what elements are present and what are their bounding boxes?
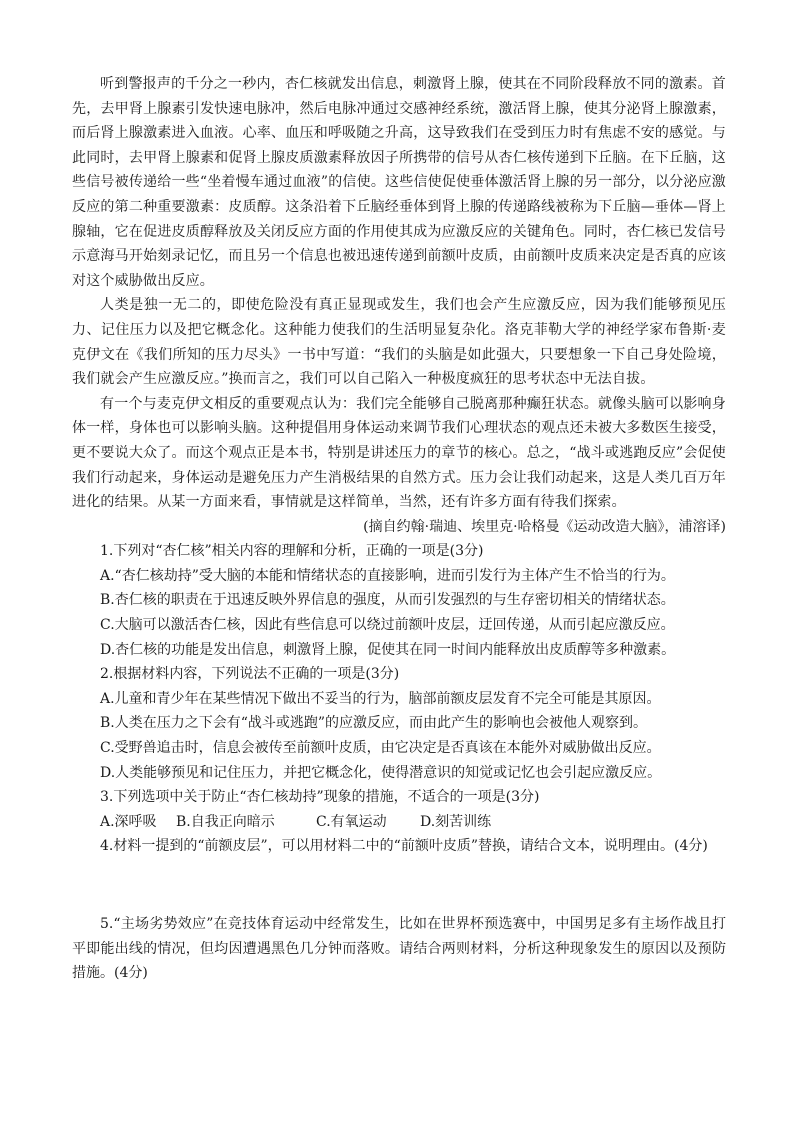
- question-2-option-a: A.儿童和青少年在某些情况下做出不妥当的行为，脑部前额皮层发育不完全可能是其原因。: [100, 690, 661, 707]
- question-3-options: [72, 810, 726, 835]
- question-2-option-d: D.人类能够预见和记住压力，并把它概念化，使得潜意识的知觉或记忆也会引起应激反应。: [100, 764, 662, 781]
- question-2-option-b: B.人类在压力之下会有“战斗或逃跑”的应激反应，而由此产生的影响也会被他人观察到。: [100, 715, 648, 732]
- question-1-option-c: C.大脑可以激活杏仁核，因此有些信息可以绕过前额叶皮层，迂回传递，从而引起应激反应。: [100, 617, 675, 634]
- question-1: [72, 539, 726, 662]
- question-3-option-d: D.刻苦训练: [420, 813, 492, 830]
- question-3-option-b: B.自我正向暗示: [176, 813, 275, 830]
- question-4-stem: 4.材料一提到的“前额皮层”，可以用材料二中的“前额叶皮质”替换，请结合文本，说明理由。(4分): [100, 838, 708, 855]
- document-page: [72, 72, 726, 986]
- question-1-option-b: B.杏仁核的职责在于迅速反映外界信息的强度，从而引发强烈的与生存密切相关的情绪状态。: [100, 592, 675, 609]
- paragraph-3: 有一个与麦克伊文相反的重要观点认为：我们完全能够自己脱离那种癫狂状态。就像头脑可以影响身体一样，身体也可以影响头脑。这种提倡用身体运动来调节我们心理状态的观点还未被大多数医生接受，更不要说大众了。而这个观点正是本书，特别是讲述压力的章节的核心。总之，“战斗或逃跑反应”会促使我们行动起来，身体运动是避免压力产生消极结果的自然方式。压力会让我们动起来，这是人类几百万年进化的结果。从某一方面来看，事情就是这样简单，当然，还有许多方面有待我们探索。: [72, 395, 726, 511]
- question-2-option-c: C.受野兽追击时，信息会被传至前额叶皮质，由它决定是否真该在本能外对威胁做出反应。: [100, 740, 661, 757]
- question-4: [72, 834, 726, 859]
- question-2: [72, 662, 726, 785]
- question-1-stem: 1.下列对“杏仁核”相关内容的理解和分析，正确的一项是(3分): [100, 543, 484, 560]
- paragraph-1: 听到警报声的千分之一秒内，杏仁核就发出信息，刺激肾上腺，使其在不同阶段释放不同的激素。首先，去甲肾上腺素引发快速电脉冲，然后电脉冲通过交感神经系统，激活肾上腺，使其分泌肾上腺激素，而后肾上腺激素进入血液。心率、血压和呼吸随之升高，这导致我们在受到压力时有焦虑不安的感觉。与此同时，去甲肾上腺素和促肾上腺皮质激素释放因子所携带的信号从杏仁核传递到下丘脑。在下丘脑，这些信号被传递给一些“坐着慢车通过血液”的信使。这些信使促使垂体激活肾上腺的另一部分，以分泌应激反应的第二种重要激素：皮质醇。这条沿着下丘脑经垂体到肾上腺的传递路线被称为下丘脑—垂体—肾上腺轴，它在促进皮质醇释放及关闭反应方面的作用使其成为应激反应的关键角色。同时，杏仁核已发信号示意海马开始刻录记忆，而且另一个信息也被迅速传递到前额叶皮质，由前额叶皮质来决定是否真的应该对这个威胁做出反应。: [72, 76, 726, 289]
- answer-space: [72, 859, 726, 912]
- question-1-option-d: D.杏仁核的功能是发出信息，刺激肾上腺，促使其在同一时间内能释放出皮质醇等多种激素。: [100, 641, 676, 658]
- source-citation: (摘自约翰·瑞迪、埃里克·哈格曼《运动改造大脑》，浦溶译): [363, 518, 726, 535]
- question-3: [72, 785, 726, 834]
- question-3-option-a: A.深呼吸: [100, 813, 157, 830]
- question-2-stem: 2.根据材料内容，下列说法不正确的一项是(3分): [100, 666, 400, 683]
- question-3-stem: 3.下列选项中关于防止“杏仁核劫持”现象的措施，不适合的一项是(3分): [100, 789, 540, 806]
- question-3-option-c: C.有氧运动: [316, 813, 387, 830]
- question-5-stem: 5.“主场劣势效应”在竞技体育运动中经常发生，比如在世界杯预选赛中，中国男足多有主场作战且打平即能出线的情况，但均因遭遇黑色几分钟而落败。请结合两则材料，分析这种现象发生的原因以及预防措施。(4分): [72, 916, 726, 982]
- paragraph-2: 人类是独一无二的，即使危险没有真正显现或发生，我们也会产生应激反应，因为我们能够预见压力、记住压力以及把它概念化。这种能力使我们的生活明显复杂化。洛克菲勒大学的神经学家布鲁斯·麦克伊文在《我们所知的压力尽头》一书中写道：“我们的头脑是如此强大，只要想象一下自己身处险境，我们就会产生应激反应。”换而言之，我们可以自己陷入一种极度疯狂的思考状态中无法自拔。: [72, 297, 726, 388]
- question-5: [72, 912, 726, 986]
- question-1-option-a: A.“杏仁核劫持”受大脑的本能和情绪状态的直接影响，进而引发行为主体产生不恰当的行为。: [100, 567, 675, 584]
